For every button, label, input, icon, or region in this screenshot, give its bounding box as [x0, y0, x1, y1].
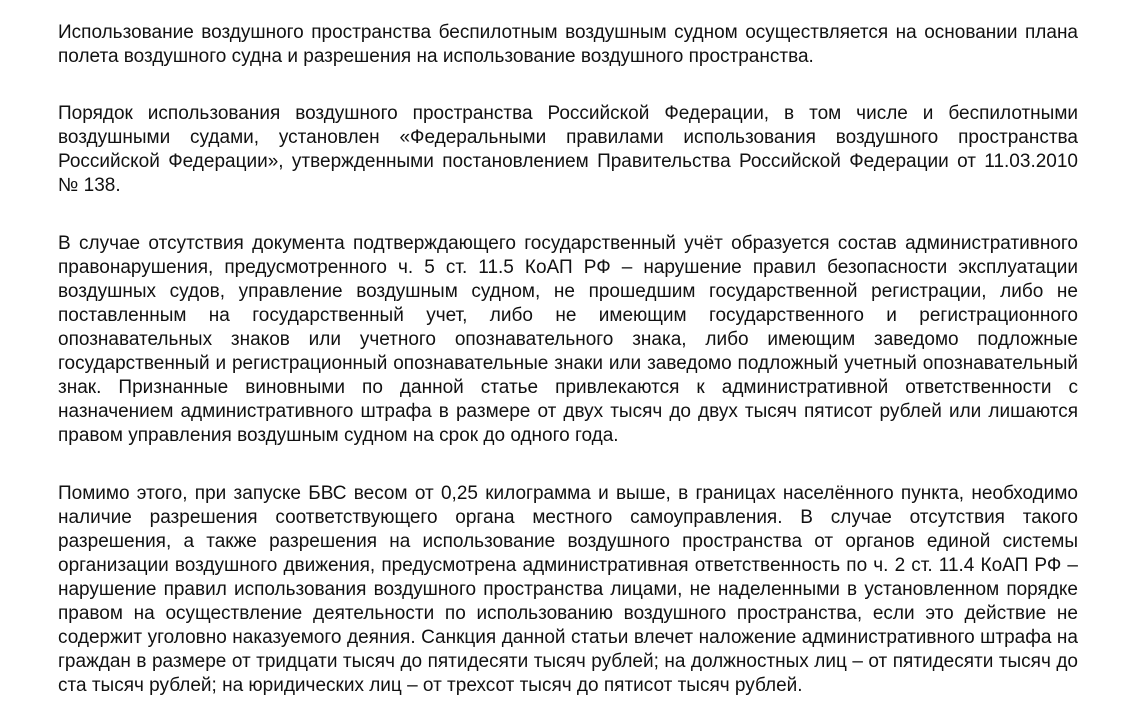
document-body	[58, 21, 1078, 698]
paragraph-federal-rules: Порядок использования воздушного пространства Российской Федерации, в том числе и беспилотными воздушными судами, установлен «Федеральными правилами использования воздушного пространства Российской Федерации», утвержденными постановлением Правительства Российской Федерации от 11.03.2010 № 138.	[58, 103, 1078, 196]
paragraph-local-permission-liability: Помимо этого, при запуске БВС весом от 0,25 килограмма и выше, в границах населённого пункта, необходимо наличие разрешения соответствующего органа местного самоуправления. В случае отсутствия такого разрешения, а также разрешения на использование воздушного пространства от органов единой системы организации воздушного движения, предусмотрена административная ответственность по ч. 2 ст. 11.4 КоАП РФ – нарушение правил использования воздушного пространства лицами, не наделенными в установленном порядке правом на осуществление деятельности по использованию воздушного пространства, если это действие не содержит уголовно наказуемого деяния. Санкция данной статьи влечет наложение административного штрафа на граждан в размере от тридцати тысяч до пятидесяти тысяч рублей; на должностных лиц – от пятидесяти тысяч до ста тысяч рублей; на юридических лиц – от трехсот тысяч до пятисот тысяч рублей.	[58, 483, 1078, 696]
paragraph-registration-liability: В случае отсутствия документа подтверждающего государственный учёт образуется состав административного правонарушения, предусмотренного ч. 5 ст. 11.5 КоАП РФ – нарушение правил безопасности эксплуатации воздушных судов, управление воздушным судном, не прошедшим государственной регистрации, либо не поставленным на государственный учет, либо не имеющим государственного и регистрационного опознавательных знаков или учетного опознавательного знака, либо имеющим заведомо подложные государственный и регистрационный опознавательные знаки или заведомо подложный учетный опознавательный знак. Признанные виновными по данной статье привлекаются к административной ответственности с назначением административного штрафа в размере от двух тысяч до двух тысяч пятисот рублей или лишаются правом управления воздушным судном на срок до одного года.	[58, 233, 1078, 446]
paragraph-airspace-use: Использование воздушного пространства беспилотным воздушным судном осуществляется на основании плана полета воздушного судна и разрешения на использование воздушного пространства.	[58, 22, 1078, 67]
